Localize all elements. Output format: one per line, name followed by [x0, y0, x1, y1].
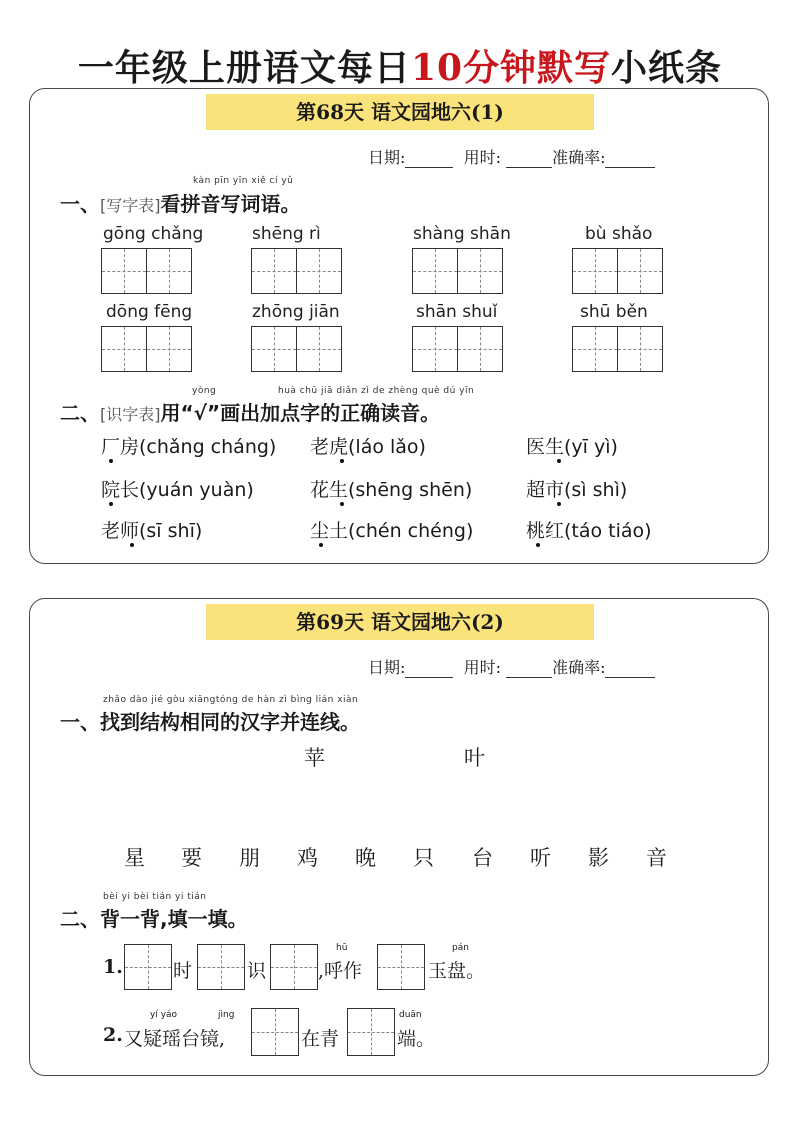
writing-grid[interactable]	[412, 248, 503, 294]
reading-choice[interactable]: 厂房(chǎng cháng)	[101, 436, 277, 458]
q1-heading	[60, 188, 301, 217]
reading-choice[interactable]: 尘土(chén chéng)	[310, 520, 474, 542]
q1-tag: [写字表]	[100, 196, 161, 215]
q1-text: 看拼音写词语。	[160, 192, 301, 216]
title-part2: 小纸条	[611, 47, 723, 89]
reading-choice[interactable]: 桃红(táo tiáo)	[526, 520, 652, 542]
emphasis-dot	[340, 502, 344, 506]
pinyin-shengri: shēng rì	[252, 224, 321, 244]
d69-q2-text: 背一背,填一填。	[100, 907, 248, 931]
emphasis-dot	[109, 502, 113, 506]
emphasis-dot	[130, 543, 134, 547]
fill-grid[interactable]	[197, 944, 245, 990]
match-bottom-char[interactable]: 鸡	[297, 846, 318, 870]
pinyin-zhongjian: zhōng jiān	[252, 302, 340, 322]
d69-q2-prefix: 二、	[60, 907, 100, 931]
line1-text-d: 玉盘。	[428, 960, 486, 982]
emphasis-dot	[557, 459, 561, 463]
accuracy-label: 准确率:	[552, 148, 606, 167]
date-label: 日期:	[368, 658, 406, 677]
match-bottom-char[interactable]: 晚	[355, 846, 376, 870]
line2-text-b: 在青	[301, 1028, 340, 1050]
title-part1: 一年级上册语文每日	[77, 47, 411, 89]
reading-choice[interactable]: 医生(yī yì)	[526, 436, 618, 458]
q2-tag: [识字表]	[100, 405, 161, 424]
day69-banner: 第69天 语文园地六(2)	[206, 604, 594, 640]
reading-choice[interactable]: 老虎(láo lǎo)	[310, 436, 426, 458]
time-label: 用时:	[463, 658, 501, 677]
line1-c-pinyin: hū	[336, 943, 348, 953]
match-top-char[interactable]: 苹	[304, 746, 325, 770]
line1-text-a: 时	[173, 960, 193, 982]
page-title	[0, 40, 800, 91]
line2-text-c: 端。	[397, 1028, 436, 1050]
day68-banner: 第68天 语文园地六(1)	[206, 94, 594, 130]
fill-grid[interactable]	[347, 1008, 395, 1056]
date-label: 日期:	[368, 148, 406, 167]
writing-grid[interactable]	[572, 326, 663, 372]
fill-grid[interactable]	[251, 1008, 299, 1056]
match-bottom-char[interactable]: 朋	[239, 846, 260, 870]
pinyin-dongfeng: dōng fēng	[106, 302, 193, 322]
time-label: 用时:	[463, 148, 501, 167]
match-bottom-char[interactable]: 星	[124, 846, 145, 870]
writing-grid[interactable]	[251, 326, 342, 372]
line2-number: 2.	[103, 1024, 123, 1046]
writing-grid[interactable]	[251, 248, 342, 294]
line1-d-pinyin: pán	[452, 943, 469, 953]
emphasis-dot	[319, 543, 323, 547]
line1-number: 1.	[103, 956, 123, 978]
line2-c-pinyin: duān	[399, 1010, 422, 1020]
match-bottom-char[interactable]: 影	[588, 846, 609, 870]
date-field[interactable]	[405, 167, 453, 168]
d69-q2-heading-pinyin: bèi yi bèi tián yi tián	[103, 892, 207, 902]
match-top-char[interactable]: 叶	[464, 746, 485, 770]
d69-q1-prefix: 一、	[60, 710, 100, 734]
q2-prefix: 二、	[60, 401, 100, 425]
pinyin-shangshan: shàng shān	[413, 224, 511, 244]
emphasis-dot	[109, 459, 113, 463]
time-field[interactable]	[506, 677, 552, 678]
fill-grid[interactable]	[124, 944, 172, 990]
writing-grid[interactable]	[412, 326, 503, 372]
fill-grid[interactable]	[270, 944, 318, 990]
match-bottom-char[interactable]: 音	[646, 846, 667, 870]
line2-text-a: 又疑瑶台镜,	[124, 1028, 226, 1050]
q1-prefix: 一、	[60, 192, 100, 216]
pinyin-shuben: shū běn	[580, 302, 648, 322]
pinyin-bushao: bù shǎo	[585, 224, 653, 244]
writing-grid[interactable]	[572, 248, 663, 294]
pinyin-shanshui: shān shuǐ	[416, 302, 498, 322]
d69-q2-heading	[60, 903, 248, 932]
match-bottom-char[interactable]: 只	[413, 846, 434, 870]
fill-grid[interactable]	[377, 944, 425, 990]
emphasis-dot	[340, 459, 344, 463]
match-bottom-char[interactable]: 台	[472, 846, 493, 870]
line1-text-b: 识	[247, 960, 267, 982]
pinyin-gongchang: gōng chǎng	[103, 224, 204, 244]
match-bottom-char[interactable]: 要	[181, 846, 202, 870]
match-bottom-char[interactable]: 听	[530, 846, 551, 870]
q2-heading-pinyin-2: huà chū jiā diǎn zì de zhèng què dú yīn	[278, 386, 475, 396]
writing-grid[interactable]	[101, 248, 192, 294]
time-field[interactable]	[506, 167, 552, 168]
line2-a-pinyin: yí yáo	[150, 1010, 178, 1020]
emphasis-dot	[557, 502, 561, 506]
q2-heading	[60, 397, 440, 426]
q2-text: 用“√”画出加点字的正确读音。	[160, 401, 441, 425]
d69-q1-heading-pinyin: zhǎo dào jié gòu xiāngtóng de hàn zì bìng lián xiàn	[103, 695, 359, 705]
d69-q1-heading	[60, 706, 360, 735]
day68-meta	[368, 145, 655, 168]
q1-heading-pinyin: kàn pīn yīn xiě cí yǔ	[193, 176, 294, 186]
title-highlight: 10分钟默写	[410, 47, 612, 89]
reading-choice[interactable]: 花生(shēng shēn)	[310, 479, 473, 501]
reading-choice[interactable]: 老师(sī shī)	[101, 520, 203, 542]
q2-heading-pinyin-1: yòng	[192, 386, 217, 396]
reading-choice[interactable]: 超市(sì shì)	[526, 479, 628, 501]
emphasis-dot	[536, 543, 540, 547]
line2-a-pinyin2: jìng	[218, 1010, 235, 1020]
accuracy-field[interactable]	[605, 677, 655, 678]
day69-meta	[368, 655, 655, 678]
writing-grid[interactable]	[101, 326, 192, 372]
d69-q1-text: 找到结构相同的汉字并连线。	[100, 710, 360, 734]
accuracy-field[interactable]	[605, 167, 655, 168]
accuracy-label: 准确率:	[552, 658, 606, 677]
date-field[interactable]	[405, 677, 453, 678]
line1-text-c: ,呼作	[318, 960, 363, 982]
reading-choice[interactable]: 院长(yuán yuàn)	[101, 479, 254, 501]
